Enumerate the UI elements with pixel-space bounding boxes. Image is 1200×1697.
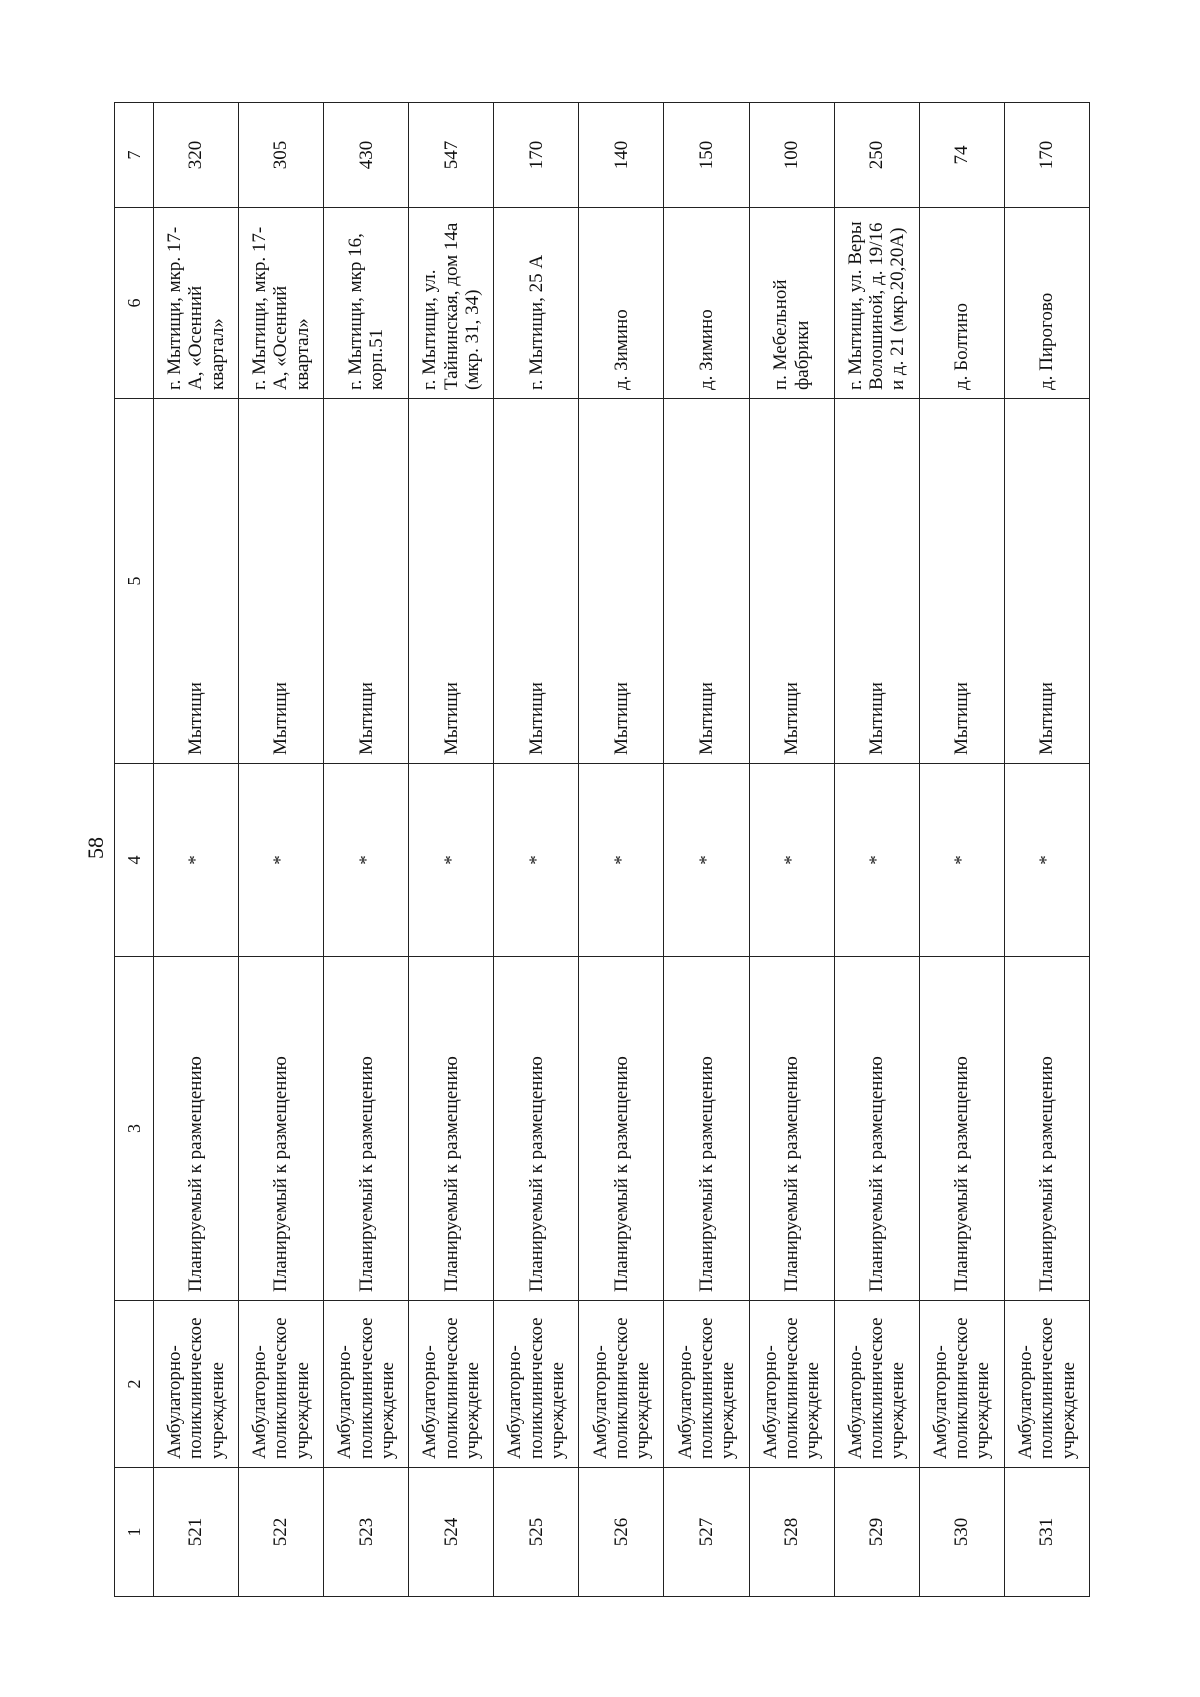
location-cell: Мытищи <box>1004 399 1089 764</box>
mark-cell: * <box>409 764 494 957</box>
location-cell: Мытищи <box>324 399 409 764</box>
address-cell: д. Болтино <box>919 208 1004 399</box>
facility-status: Планируемый к размещению <box>919 957 1004 1301</box>
address-cell: д. Зимино <box>579 208 664 399</box>
facility-status: Планируемый к размещению <box>324 957 409 1301</box>
facility-type: Амбулаторно-поликлиническое учреждение <box>664 1301 749 1468</box>
column-header: 6 <box>115 208 154 399</box>
location-cell: Мытищи <box>919 399 1004 764</box>
column-header: 1 <box>115 1468 154 1597</box>
table-row <box>324 103 409 1597</box>
facility-type: Амбулаторно-поликлиническое учреждение <box>919 1301 1004 1468</box>
facility-type: Амбулаторно-поликлиническое учреждение <box>1004 1301 1089 1468</box>
mark-cell: * <box>494 764 579 957</box>
row-number: 529 <box>834 1468 919 1597</box>
table-row <box>834 103 919 1597</box>
table-row <box>1004 103 1089 1597</box>
page-number: 58 <box>83 837 108 859</box>
row-number: 521 <box>154 1468 239 1597</box>
row-number: 530 <box>919 1468 1004 1597</box>
facility-status: Планируемый к размещению <box>664 957 749 1301</box>
mark-cell: * <box>749 764 834 957</box>
capacity-cell: 250 <box>834 103 919 208</box>
table-container <box>114 103 1090 1597</box>
address-cell: г. Мытищи, мкр. 17-А, «Осенний квартал» <box>239 208 324 399</box>
table-row <box>239 103 324 1597</box>
address-cell: д. Зимино <box>664 208 749 399</box>
facility-type: Амбулаторно-поликлиническое учреждение <box>749 1301 834 1468</box>
facility-status: Планируемый к размещению <box>154 957 239 1301</box>
capacity-cell: 430 <box>324 103 409 208</box>
location-cell: Мытищи <box>239 399 324 764</box>
address-cell: г. Мытищи, ул. Веры Волошиной, д. 19/16 и д. 21 (мкр.20,20А) <box>834 208 919 399</box>
mark-cell: * <box>834 764 919 957</box>
facilities-table <box>114 102 1090 1597</box>
column-number-row <box>115 103 154 1597</box>
column-header: 2 <box>115 1301 154 1468</box>
address-cell: г. Мытищи, ул. Тайнинская, дом 14а (мкр. 31, 34) <box>409 208 494 399</box>
mark-cell: * <box>919 764 1004 957</box>
location-cell: Мытищи <box>664 399 749 764</box>
capacity-cell: 170 <box>494 103 579 208</box>
table-row <box>409 103 494 1597</box>
address-cell: п. Мебельной фабрики <box>749 208 834 399</box>
address-cell: г. Мытищи, 25 А <box>494 208 579 399</box>
facility-status: Планируемый к размещению <box>579 957 664 1301</box>
address-cell: г. Мытищи, мкр 16, корп.51 <box>324 208 409 399</box>
facility-type: Амбулаторно-поликлиническое учреждение <box>494 1301 579 1468</box>
capacity-cell: 170 <box>1004 103 1089 208</box>
table-row <box>579 103 664 1597</box>
mark-cell: * <box>1004 764 1089 957</box>
facility-type: Амбулаторно-поликлиническое учреждение <box>324 1301 409 1468</box>
mark-cell: * <box>239 764 324 957</box>
mark-cell: * <box>324 764 409 957</box>
facility-type: Амбулаторно-поликлиническое учреждение <box>579 1301 664 1468</box>
table-row <box>154 103 239 1597</box>
location-cell: Мытищи <box>409 399 494 764</box>
location-cell: Мытищи <box>749 399 834 764</box>
table-row <box>664 103 749 1597</box>
address-cell: д. Пирогово <box>1004 208 1089 399</box>
column-header: 5 <box>115 399 154 764</box>
row-number: 527 <box>664 1468 749 1597</box>
address-cell: г. Мытищи, мкр. 17-А, «Осенний квартал» <box>154 208 239 399</box>
location-cell: Мытищи <box>579 399 664 764</box>
mark-cell: * <box>664 764 749 957</box>
facility-type: Амбулаторно-поликлиническое учреждение <box>409 1301 494 1468</box>
facility-status: Планируемый к размещению <box>239 957 324 1301</box>
row-number: 528 <box>749 1468 834 1597</box>
mark-cell: * <box>154 764 239 957</box>
capacity-cell: 547 <box>409 103 494 208</box>
facility-status: Планируемый к размещению <box>834 957 919 1301</box>
mark-cell: * <box>579 764 664 957</box>
capacity-cell: 150 <box>664 103 749 208</box>
row-number: 522 <box>239 1468 324 1597</box>
capacity-cell: 305 <box>239 103 324 208</box>
row-number: 531 <box>1004 1468 1089 1597</box>
table-row <box>749 103 834 1597</box>
facility-type: Амбулаторно-поликлиническое учреждение <box>239 1301 324 1468</box>
facility-status: Планируемый к размещению <box>409 957 494 1301</box>
table-row <box>494 103 579 1597</box>
column-header: 3 <box>115 957 154 1301</box>
capacity-cell: 74 <box>919 103 1004 208</box>
row-number: 526 <box>579 1468 664 1597</box>
facility-status: Планируемый к размещению <box>494 957 579 1301</box>
facility-type: Амбулаторно-поликлиническое учреждение <box>834 1301 919 1468</box>
facility-status: Планируемый к размещению <box>1004 957 1089 1301</box>
row-number: 524 <box>409 1468 494 1597</box>
table-row <box>919 103 1004 1597</box>
column-header: 4 <box>115 764 154 957</box>
row-number: 525 <box>494 1468 579 1597</box>
location-cell: Мытищи <box>154 399 239 764</box>
column-header: 7 <box>115 103 154 208</box>
row-number: 523 <box>324 1468 409 1597</box>
facility-status: Планируемый к размещению <box>749 957 834 1301</box>
location-cell: Мытищи <box>494 399 579 764</box>
capacity-cell: 140 <box>579 103 664 208</box>
capacity-cell: 320 <box>154 103 239 208</box>
facility-type: Амбулаторно-поликлиническое учреждение <box>154 1301 239 1468</box>
rotated-table-frame <box>114 103 1090 1597</box>
location-cell: Мытищи <box>834 399 919 764</box>
capacity-cell: 100 <box>749 103 834 208</box>
